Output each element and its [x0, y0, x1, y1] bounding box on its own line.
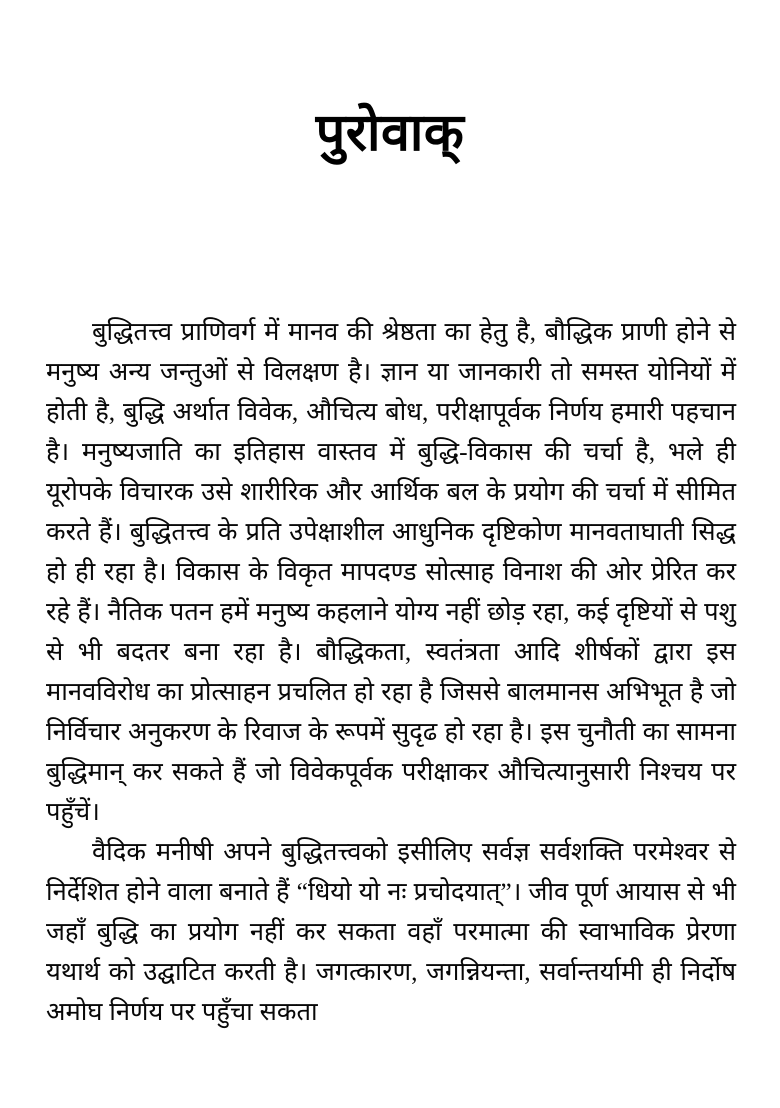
- page-title: पुरोवाक्: [315, 104, 465, 162]
- paragraph-2: वैदिक मनीषी अपने बुद्धितत्त्वको इसीलिए सर्वज्ञ सर्वशक्ति परमेश्वर से निर्देशित होने वाला बनाते हैं “धियो यो नः प्रचोदयात्”। जीव पूर्ण आयास से भी जहाँ बुद्धि का प्रयोग नहीं कर सकता वहाँ परमात्मा की स्वाभाविक प्रेरणा यथार्थ को उद्घाटित करती है। जगत्कारण, जगन्नियन्ता, सर्वान्तर्यामी ही निर्दोष अमोघ निर्णय पर पहुँचा सकता: [46, 837, 736, 1026]
- paragraph-1: बुद्धितत्त्व प्राणिवर्ग में मानव की श्रेष्ठता का हेतु है, बौद्धिक प्राणी होने से मनुष्य अन्य जन्तुओं से विलक्षण है। ज्ञान या जानकारी तो समस्त योनियों में होती है, बुद्धि अर्थात विवेक, औचित्य बोध, परीक्षापूर्वक निर्णय हमारी पहचान है। मनुष्यजाति का इतिहास वास्तव में बुद्धि-विकास की चर्चा है, भले ही यूरोपके विचारक उसे शारीरिक और आर्थिक बल के प्रयोग की चर्चा में सीमित करते हैं। बुद्धितत्त्व के प्रति उपेक्षाशील आधुनिक दृष्टिकोण मानवताघाती सिद्ध हो ही रहा है। विकास के विकृत मापदण्ड सोत्साह विनाश की ओर प्रेरित कर रहे हैं। नैतिक पतन हमें मनुष्य कहलाने योग्य नहीं छोड़ रहा, कई दृष्टियों से पशु से भी बदतर बना रहा है। बौद्धिकता, स्वतंत्रता आदि शीर्षकों द्वारा इस मानवविरोध का प्रोत्साहन प्रचलित हो रहा है जिससे बालमानस अभिभूत है जो निर्विचार अनुकरण के रिवाज के रूपमें सुदृढ हो रहा है। इस चुनौती का सामना बुद्धिमान् कर सकते हैं जो विवेकपूर्वक परीक्षाकर औचित्यानुसारी निश्चय पर पहुँचें।: [46, 317, 736, 826]
- body-text-block: [46, 312, 736, 1032]
